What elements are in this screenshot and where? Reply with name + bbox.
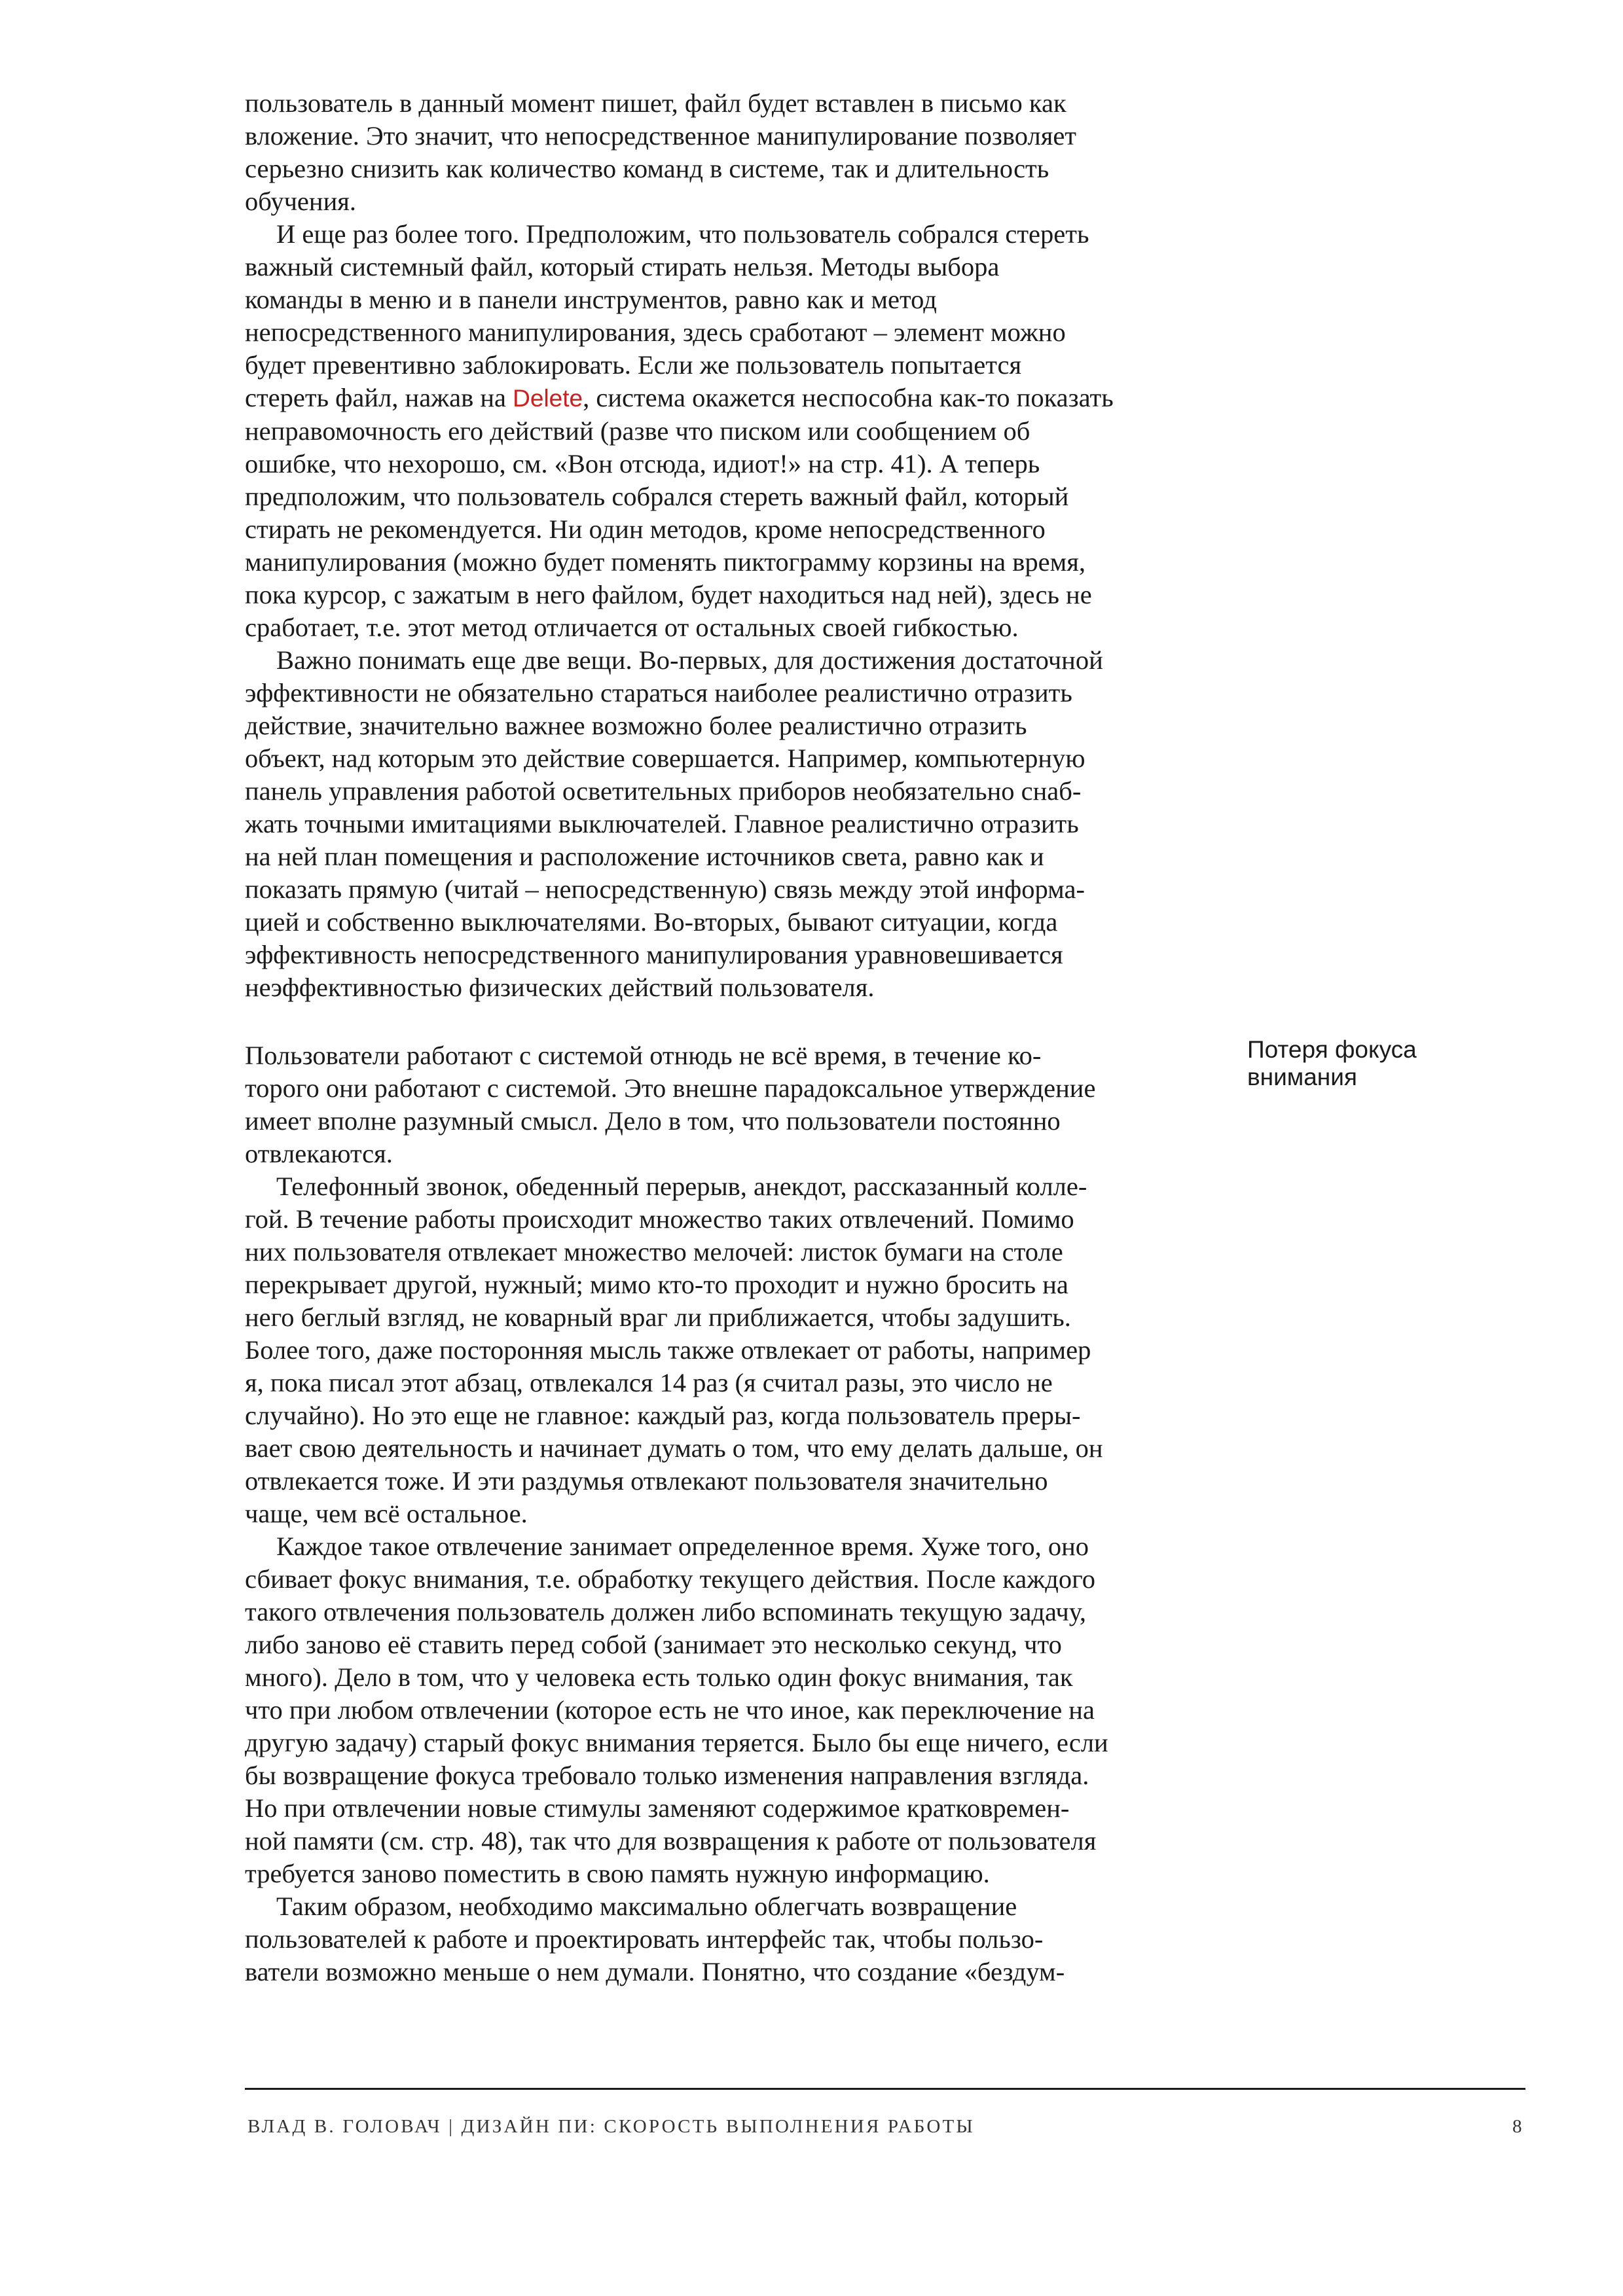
body-text-block-2 (245, 1039, 1214, 1988)
text-line: пользователей к работе и проектировать интерфейс так, чтобы пользо- (245, 1924, 1044, 1954)
text-line: ной памяти (см. стр. 48), так что для возвращения к работе от пользователя (245, 1826, 1097, 1856)
delete-key-label: Delete (513, 385, 583, 412)
text-line: непосредственного манипулирования, здесь сработают – элемент можно (245, 317, 1066, 347)
margin-heading-line: Потеря фокуса (1247, 1036, 1417, 1063)
text-line: обучения. (245, 187, 357, 216)
text-line: Каждое такое отвлечение занимает определенное время. Хуже того, оно (276, 1532, 1089, 1561)
paragraph (245, 1170, 1214, 1530)
text-line: отвлекаются. (245, 1139, 393, 1168)
text-line: случайно). Но это еще не главное: каждый раз, когда пользователь преры- (245, 1401, 1081, 1430)
text-line: сработает, т.е. этот метод отличается от остальных своей гибкостью. (245, 613, 1019, 642)
text-line: стирать не рекомендуется. Ни один методов, кроме непосредственного (245, 514, 1046, 544)
text-line: предположим, что пользователь собрался стереть важный файл, который (245, 482, 1069, 511)
text-line: важный системный файл, который стирать нельзя. Методы выбора (245, 252, 1000, 281)
paragraph (245, 1530, 1214, 1890)
text-line: бы возвращение фокуса требовало только изменения направления взгляда. (245, 1761, 1089, 1790)
text-line: манипулирования (можно будет поменять пиктограмму корзины на время, (245, 547, 1085, 577)
paragraph (245, 644, 1214, 1004)
text-line: Но при отвлечении новые стимулы заменяют содержимое кратковремен- (245, 1793, 1070, 1823)
margin-heading (1247, 1036, 1509, 1091)
text-line: я, пока писал этот абзац, отвлекался 14 раз (я считал разы, это число не (245, 1368, 1053, 1397)
text-line: требуется заново поместить в свою память нужную информацию. (245, 1859, 990, 1888)
text-line: либо заново её ставить перед собой (занимает это несколько секунд, что (245, 1630, 1062, 1659)
footer-divider (245, 2088, 1525, 2090)
text-line: неэффективностью физических действий пользователя. (245, 973, 875, 1002)
text-line: ошибке, что нехорошо, см. «Вон отсюда, идиот!» на стр. 41). А теперь (245, 449, 1040, 478)
text-fragment: , система окажется неспособна как-то показать (583, 383, 1114, 412)
page-number: 8 (1512, 2116, 1522, 2137)
text-line: эффективности не обязательно стараться наиболее реалистично отразить (245, 678, 1072, 708)
running-footer-title: ВЛАД В. ГОЛОВАЧ | ДИЗАЙН ПИ: СКОРОСТЬ ВЫПОЛНЕНИЯ РАБОТЫ (247, 2116, 975, 2137)
paragraph (245, 218, 1214, 644)
text-line: будет превентивно заблокировать. Если же пользователь попытается (245, 350, 1022, 380)
text-line: действие, значительно важнее возможно более реалистично отразить (245, 711, 1027, 740)
text-line: торого они работают с системой. Это внешне парадоксальное утверждение (245, 1073, 1096, 1103)
text-line: них пользователя отвлекает множество мелочей: листок бумаги на столе (245, 1237, 1063, 1266)
text-line: другую задачу) старый фокус внимания теряется. Было бы еще ничего, если (245, 1728, 1108, 1757)
text-line: вложение. Это значит, что непосредственное манипулирование позволяет (245, 121, 1076, 151)
text-line: эффективность непосредственного манипулирования уравновешивается (245, 940, 1063, 969)
text-line: цией и собственно выключателями. Во-вторых, бывают ситуации, когда (245, 907, 1058, 937)
text-line: сбивает фокус внимания, т.е. обработку текущего действия. После каждого (245, 1564, 1095, 1594)
text-line: жать точными имитациями выключателей. Главное реалистично отразить (245, 809, 1079, 838)
text-line: что при любом отвлечении (которое есть не что иное, как переключение на (245, 1695, 1095, 1725)
paragraph (245, 1890, 1214, 1988)
text-line: имеет вполне разумный смысл. Дело в том, что пользователи постоянно (245, 1106, 1061, 1136)
text-line: чаще, чем всё остальное. (245, 1499, 528, 1528)
text-line: него беглый взгляд, не коварный враг ли приближается, чтобы задушить. (245, 1302, 1071, 1332)
text-line: на ней план помещения и расположение источников света, равно как и (245, 842, 1044, 871)
text-line: Телефонный звонок, обеденный перерыв, анекдот, рассказанный колле- (276, 1172, 1087, 1201)
text-line: пока курсор, с зажатым в него файлом, будет находиться над ней), здесь не (245, 580, 1092, 609)
text-line: И еще раз более того. Предположим, что пользователь собрался стереть (276, 219, 1089, 249)
text-line: объект, над которым это действие совершается. Например, компьютерную (245, 744, 1085, 773)
text-line: серьезно снизить как количество команд в системе, так и длительность (245, 154, 1049, 183)
text-line: показать прямую (читай – непосредственную) связь между этой информа- (245, 874, 1085, 904)
text-line: пользователь в данный момент пишет, файл будет вставлен в письмо как (245, 88, 1067, 118)
text-line: отвлекается тоже. И эти раздумья отвлекают пользователя значительно (245, 1466, 1048, 1496)
text-line-with-key (245, 382, 1214, 415)
text-fragment: стереть файл, нажав на (245, 383, 513, 412)
text-line: вает свою деятельность и начинает думать о том, что ему делать дальше, он (245, 1433, 1103, 1463)
text-line: неправомочность его действий (разве что писком или сообщением об (245, 416, 1030, 446)
text-line: Более того, даже посторонняя мысль также отвлекает от работы, например (245, 1335, 1091, 1365)
text-line: ватели возможно меньше о нем думали. Понятно, что создание «бездум- (245, 1957, 1065, 1986)
body-text-block-1 (245, 87, 1214, 1004)
text-line: команды в меню и в панели инструментов, равно как и метод (245, 285, 937, 314)
text-line: Таким образом, необходимо максимально облегчать возвращение (276, 1892, 1017, 1921)
text-line: такого отвлечения пользователь должен либо вспоминать текущую задачу, (245, 1597, 1087, 1626)
text-line: много). Дело в том, что у человека есть только один фокус внимания, так (245, 1662, 1073, 1692)
margin-heading-line: внимания (1247, 1064, 1357, 1090)
text-line: Важно понимать еще две вещи. Во-первых, для достижения достаточной (276, 645, 1103, 675)
text-line: Пользователи работают с системой отнюдь не всё время, в течение ко- (245, 1041, 1042, 1070)
text-line: панель управления работой осветительных приборов необязательно снаб- (245, 776, 1082, 806)
paragraph (245, 87, 1214, 218)
text-line: перекрывает другой, нужный; мимо кто-то проходит и нужно бросить на (245, 1270, 1068, 1299)
text-line: гой. В течение работы происходит множество таких отвлечений. Помимо (245, 1204, 1074, 1234)
paragraph (245, 1039, 1214, 1170)
